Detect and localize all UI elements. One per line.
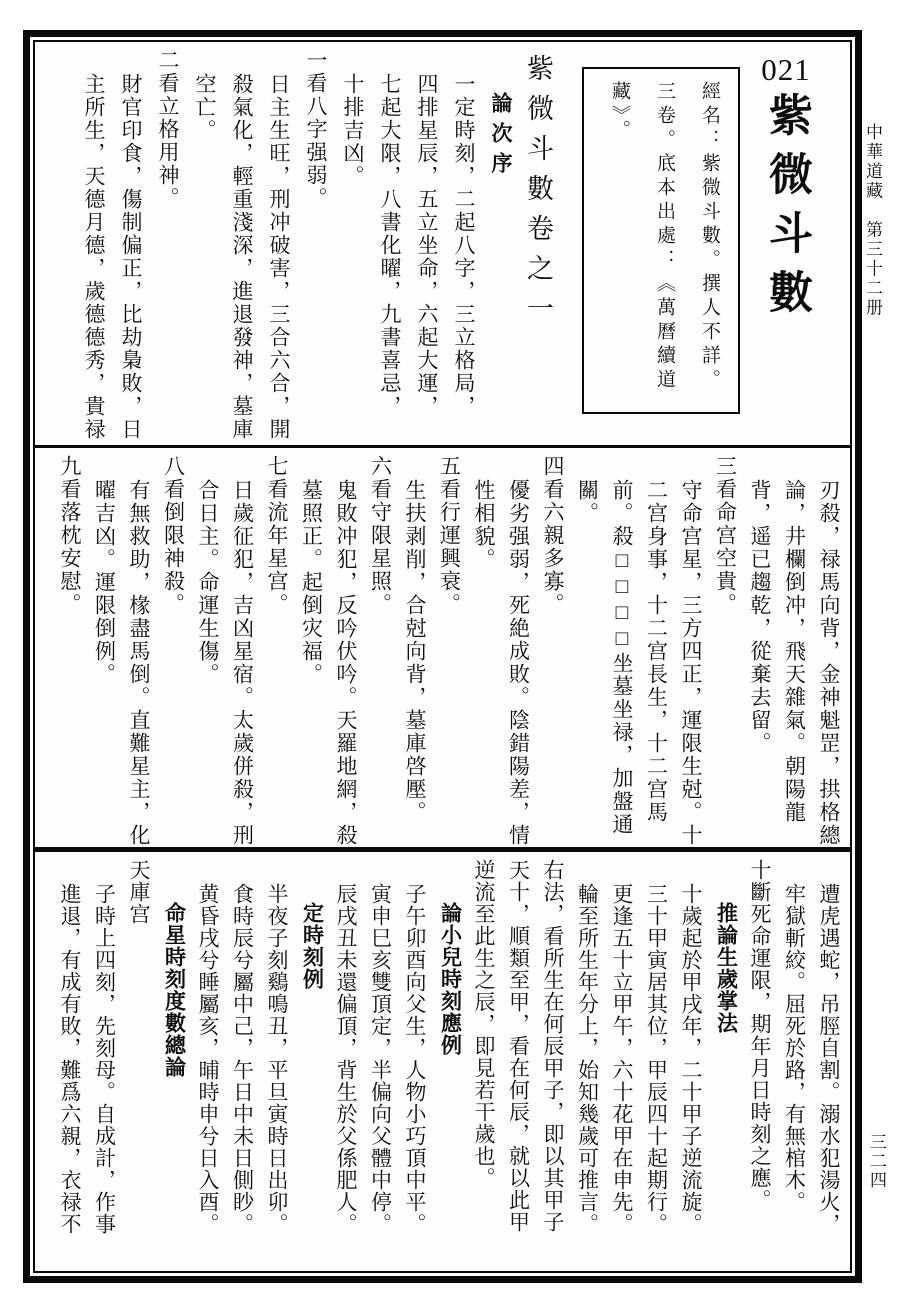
text-column: 進退，有成有敗，難爲六親，衣禄不 (58, 883, 82, 1235)
text-column: 十排吉凶。 (341, 73, 365, 188)
text-column: 二看立格用神。 (156, 49, 180, 210)
series-volume-label: 中華道藏 第三十二册 (863, 123, 882, 318)
text-column: 逆流至此生之辰，即見若干歲也。 (472, 859, 496, 1189)
text-column: 輪至所生年分上，始知幾歲可推言。 (575, 883, 600, 1235)
text-column: 三看命宫空貴。 (713, 455, 738, 616)
section-heading: 推論生歲掌法 (714, 902, 738, 1034)
section-top (35, 42, 850, 448)
document-number: 021 (761, 52, 811, 87)
text-column: 九看落枕安慰。 (58, 455, 82, 616)
text-column: 七起大限，八書化曜，九書喜忌， (378, 73, 402, 418)
text-column: 黄昏戌兮睡屬亥，晡時申兮日入酉。 (196, 883, 220, 1235)
text-column: 牢獄斬絞。屈死於路，有無棺木。 (782, 883, 807, 1213)
text-columns-top (41, 42, 556, 445)
text-columns-bottom (41, 852, 846, 1271)
text-column: 殺氣化，輕重淺深，進退發神，墓庫 (230, 73, 254, 441)
section-heading: 命星時刻度數總論 (162, 902, 186, 1078)
volume-title: 紫微斗數卷之一 (523, 54, 553, 334)
section-bottom (35, 852, 850, 1271)
text-column: 右法，看所生在何辰甲子，即以其甲子 (541, 859, 565, 1233)
text-column: 空亡。 (193, 73, 217, 142)
scripture-info-box (582, 67, 740, 414)
section-heading: 定時刻例 (300, 902, 324, 990)
text-column: 六看守限星照。 (368, 455, 393, 616)
text-column: 四看六親多寡。 (541, 455, 565, 616)
text-column: 七看流年星宫。 (265, 455, 289, 616)
text-column: 食時辰兮屬中己，午日中未日側眇。 (230, 883, 255, 1235)
page-number-label: 三二四 (867, 1133, 886, 1190)
text-column: 四排星辰，五立坐命，六起大運， (415, 73, 439, 418)
text-column: 優劣强弱，死絶成敗。陰錯陽差，情 (506, 479, 531, 847)
text-column: 寅申巳亥雙頂定，半偏向父體中停。 (368, 883, 393, 1235)
text-column: 三十甲寅居其位，甲辰四十起期行。 (644, 883, 669, 1235)
text-column: 墓照正。起倒灾福。 (299, 479, 324, 686)
section-middle (35, 448, 850, 852)
text-column: 八看倒限神殺。 (161, 455, 186, 616)
text-column: 經名：紫微斗數。撰人不詳。 (699, 81, 720, 393)
text-column: 性相貌。 (472, 479, 496, 571)
text-column: 更逢五十立甲午，六十花甲在申先。 (610, 883, 634, 1235)
text-column: 財官印食，傷制偏正，比劫梟敗，日 (119, 73, 143, 441)
text-column: 鬼敗冲犯，反吟伏吟。天羅地網，殺 (334, 479, 358, 847)
text-column: 三卷。底本出處：《萬曆續道 (654, 81, 675, 393)
text-columns-middle (41, 448, 846, 847)
text-column: 關。 (575, 479, 600, 525)
text-column: 日歲征犯，吉凶星宿。太歲併殺，刑 (230, 479, 255, 847)
text-column: 天庫宫 (127, 859, 151, 925)
main-title: 紫微斗數 (762, 91, 811, 328)
page-frame (23, 30, 862, 1283)
text-column: 藏》。 (609, 81, 630, 144)
section-heading: 論次序 (489, 92, 512, 182)
page-frame-inner-border (33, 40, 852, 1273)
text-column: 子午卯酉向父生，人物小巧頂中平。 (403, 883, 427, 1235)
text-column: 十斷死命運限，期年月日時刻之應。 (748, 859, 772, 1211)
text-column: 十歲起於甲戌年，二十甲子逆流旋。 (679, 883, 703, 1235)
text-column: 論，井欄倒冲，飛天雜氣。朝陽龍 (782, 479, 807, 824)
text-column: 有無救助，椽盡馬倒。直難星主，化 (127, 479, 151, 847)
text-column: 前。殺□□□□坐墓坐禄，加盤通 (610, 479, 634, 836)
text-column: 合日主。命運生傷。 (196, 479, 220, 686)
title-block (736, 52, 836, 333)
text-column: 子時上四刻，先刻母。自成計，作事 (92, 883, 117, 1235)
text-column: 主所生，天德月德，歲德德秀，貴禄 (82, 73, 106, 441)
text-column: 五看行運興衰。 (437, 455, 462, 616)
text-column: 生扶剥削，合尅向背，墓庫啓壓。 (403, 479, 427, 824)
text-column: 遭虎遇蛇，吊脛自割。溺水犯湯火， (817, 883, 841, 1235)
section-heading: 論小兒時刻應例 (438, 902, 462, 1056)
text-column: 天十，順類至甲，看在何辰，就以此甲 (506, 859, 531, 1233)
text-column: 一看八字强弱。 (304, 49, 328, 210)
text-column: 一定時刻，二起八字，三立格局， (452, 73, 476, 418)
text-column: 半夜子刻鷄鳴丑，平旦寅時日出卯。 (265, 883, 289, 1235)
text-column: 二宫身事，十二宫長生，十二宫馬 (644, 479, 669, 824)
text-column: 刃殺，禄馬向背，金神魁罡，拱格總 (817, 479, 841, 847)
text-column: 日主生旺，刑冲破害，三合六合，開 (267, 73, 291, 441)
text-column: 曜吉凶。運限倒例。 (92, 479, 117, 686)
text-column: 守命宫星，三方四正，運限生尅。十 (679, 479, 703, 847)
text-column: 辰戌丑未還偏頂，背生於父係肥人。 (334, 883, 358, 1235)
text-column: 背，遥已趨乾，從棄去留。 (748, 479, 772, 755)
